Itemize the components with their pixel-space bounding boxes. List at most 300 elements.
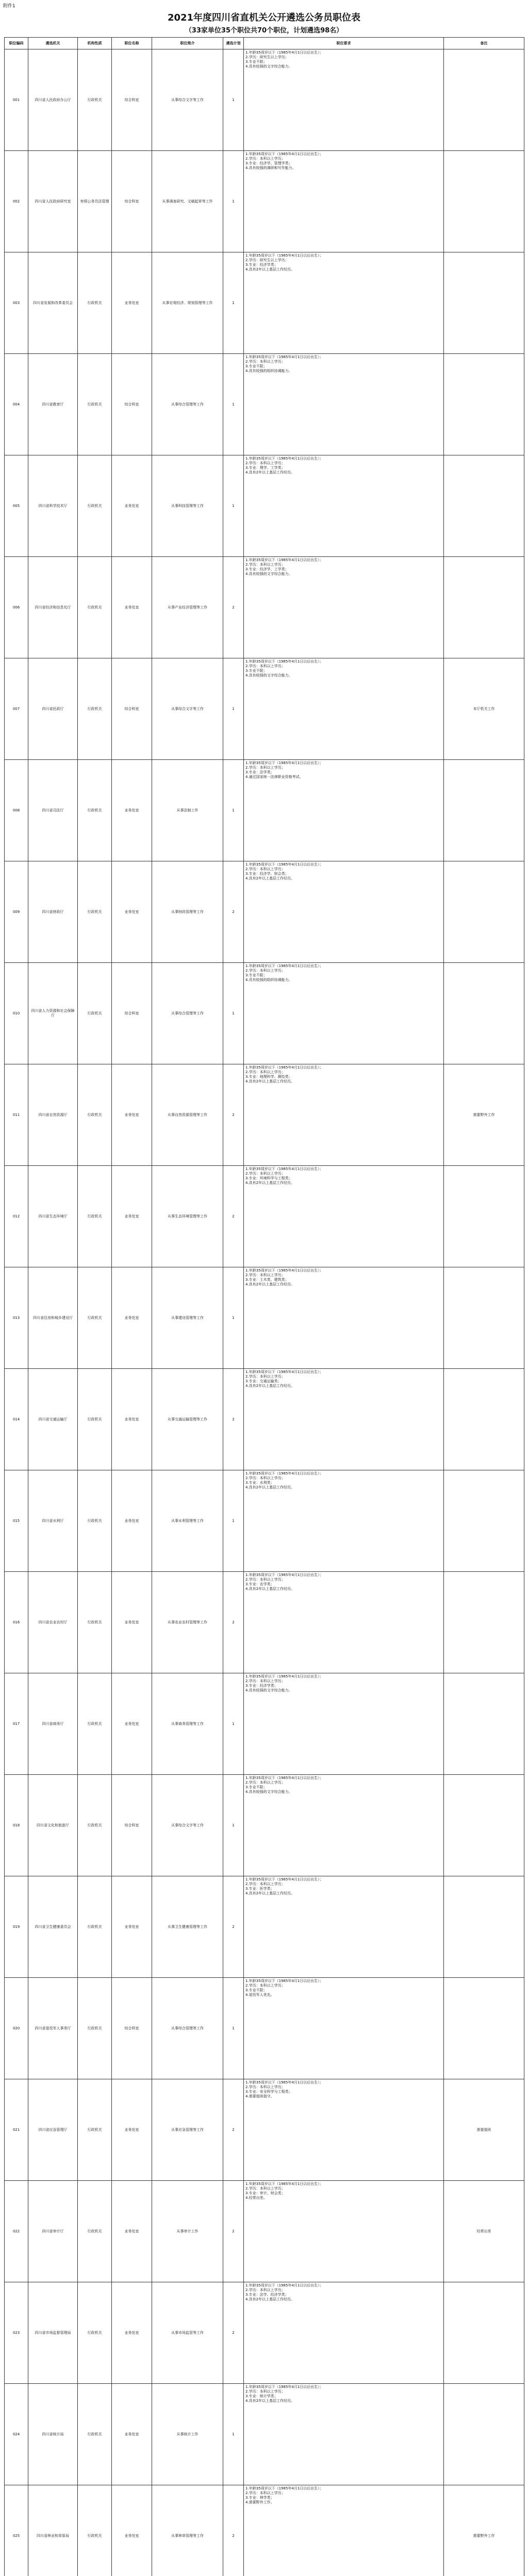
cell-position: 综合科室	[112, 1978, 152, 2079]
cell-nature: 行政机关	[78, 354, 112, 455]
attachment-label: 附件1	[3, 4, 15, 9]
cell-unit: 四川省退役军人事务厅	[28, 1978, 78, 2079]
cell-code: 006	[5, 557, 28, 658]
cell-nature: 行政机关	[78, 1166, 112, 1267]
cell-note	[444, 1470, 524, 1572]
column-header: 职位简介	[152, 38, 223, 49]
cell-note	[444, 354, 524, 455]
cell-nature: 行政机关	[78, 2485, 112, 2576]
column-header: 机构性质	[78, 38, 112, 49]
cell-note: 需要野外工作	[444, 2485, 524, 2576]
requirement-line: 2.学历：本科以上学历；	[245, 969, 285, 973]
table-row	[5, 1369, 524, 1470]
requirement-line: 4.经常出差。	[245, 2196, 267, 2200]
cell-note	[444, 861, 524, 963]
table-row	[5, 1876, 524, 1978]
requirement-line: 1.年龄35周岁以下（1985年4月1日以后出生）；	[245, 456, 323, 461]
requirement-line: 4.具有较强的文字综合能力。	[245, 673, 292, 677]
requirement-line: 2.学历：本科以上学历；	[245, 766, 285, 770]
cell-requirements	[244, 455, 444, 557]
table-row	[5, 252, 524, 354]
cell-position: 业务处室	[112, 1166, 152, 1267]
requirement-line: 1.年龄35周岁以下（1985年4月1日以后出生）；	[245, 1573, 323, 1577]
requirement-line: 3.专业：土木类、建筑类；	[245, 1278, 289, 1282]
cell-nature: 行政机关	[78, 557, 112, 658]
requirement-line: 2.学历：本科以上学历；	[245, 1476, 285, 1480]
cell-desc: 从事商务管理等工作	[152, 1673, 223, 1775]
cell-note	[444, 760, 524, 861]
requirement-line: 3.专业：理学、工学类；	[245, 466, 285, 470]
requirement-line: 2.学历：本科以上学历；	[245, 2085, 285, 2089]
requirement-line: 2.学历：本科以上学历；	[245, 1172, 285, 1176]
cell-requirements	[244, 1572, 444, 1673]
cell-position: 业务处室	[112, 1470, 152, 1572]
cell-plan: 1	[223, 455, 244, 557]
cell-nature: 行政机关	[78, 861, 112, 963]
cell-nature: 行政机关	[78, 252, 112, 354]
cell-unit: 四川省住房和城乡建设厅	[28, 1267, 78, 1369]
cell-code: 019	[5, 1876, 28, 1978]
requirement-line: 2.学历：本科以上学历；	[245, 157, 285, 161]
cell-nature: 行政机关	[78, 760, 112, 861]
cell-code: 022	[5, 2181, 28, 2282]
requirement-line: 2.学历：本科以上学历；	[245, 664, 285, 668]
cell-unit: 四川省人民政府研究室	[28, 151, 78, 252]
requirement-line: 4.需要值班值守。	[245, 2094, 274, 2098]
table-row	[5, 151, 524, 252]
cell-nature: 参照公务员法管理	[78, 151, 112, 252]
requirement-line: 4.具有较强的组织协调能力。	[245, 369, 292, 373]
cell-position: 业务处室	[112, 1876, 152, 1978]
cell-requirements	[244, 760, 444, 861]
cell-desc: 从事生态环境管理等工作	[152, 1166, 223, 1267]
requirement-line: 3.专业：经济学、财会类；	[245, 872, 289, 876]
cell-nature: 行政机关	[78, 963, 112, 1064]
requirement-line: 2.学历：本科以上学历；	[245, 1070, 285, 1074]
requirement-line: 1.年龄35周岁以下（1985年4月1日以后出生）；	[245, 50, 323, 55]
table-row	[5, 2485, 524, 2576]
requirement-line: 2.学历：本科以上学历；	[245, 1984, 285, 1988]
cell-note	[444, 963, 524, 1064]
requirement-line: 3.专业不限；	[245, 973, 267, 977]
cell-desc: 从事应急管理等工作	[152, 2079, 223, 2181]
requirement-line: 3.专业：环境科学与工程类；	[245, 1176, 292, 1180]
cell-code: 007	[5, 658, 28, 760]
requirement-line: 1.年龄35周岁以下（1985年4月1日以后出生）；	[245, 1776, 323, 1780]
column-header: 遴选机关	[28, 38, 78, 49]
cell-plan: 1	[223, 1267, 244, 1369]
requirement-line: 4.具有2年以上基层工作经历。	[245, 1891, 295, 1895]
requirement-line: 1.年龄35周岁以下（1985年4月1日以后出生）；	[245, 253, 323, 258]
cell-desc: 从事综合管理等工作	[152, 354, 223, 455]
cell-unit: 四川省水利厅	[28, 1470, 78, 1572]
table-row	[5, 760, 524, 861]
requirement-line: 1.年龄35周岁以下（1985年4月1日以后出生）；	[245, 1167, 323, 1171]
cell-plan: 2	[223, 1572, 244, 1673]
table-row	[5, 861, 524, 963]
requirement-line: 4.具有2年以上基层工作经历。	[245, 267, 295, 272]
cell-position: 综合科室	[112, 963, 152, 1064]
cell-plan: 1	[223, 49, 244, 151]
cell-position: 综合科室	[112, 1775, 152, 1876]
requirement-line: 4.具有较强的文字综合能力。	[245, 1790, 292, 1794]
cell-unit: 四川省农业农村厅	[28, 1572, 78, 1673]
cell-requirements	[244, 2181, 444, 2282]
cell-desc: 从事统计工作	[152, 2384, 223, 2485]
requirement-line: 2.学历：本科以上学历；	[245, 2491, 285, 2495]
requirement-line: 2.学历：本科以上学历；	[245, 461, 285, 465]
cell-requirements	[244, 658, 444, 760]
cell-desc: 从事宏观经济、规划管理等工作	[152, 252, 223, 354]
requirement-line: 1.年龄35周岁以下（1985年4月1日以后出生）；	[245, 1471, 323, 1476]
cell-position: 业务处室	[112, 1267, 152, 1369]
cell-nature: 行政机关	[78, 2181, 112, 2282]
cell-code: 004	[5, 354, 28, 455]
cell-note	[444, 1572, 524, 1673]
cell-requirements	[244, 1166, 444, 1267]
column-header: 职位编码	[5, 38, 28, 49]
table-row	[5, 2282, 524, 2384]
requirement-line: 2.学历：本科以上学历；	[245, 2389, 285, 2394]
requirement-line: 2.学历：本科以上学历；	[245, 1273, 285, 1277]
cell-plan: 1	[223, 1470, 244, 1572]
cell-plan: 1	[223, 2384, 244, 2485]
requirement-line: 3.专业不限；	[245, 60, 267, 64]
requirement-line: 4.具有2年以上基层工作经历。	[245, 876, 295, 880]
requirement-line: 1.年龄35周岁以下（1985年4月1日以后出生）；	[245, 355, 323, 359]
cell-position: 业务处室	[112, 252, 152, 354]
requirement-line: 2.学历：本科以上学历；	[245, 867, 285, 871]
requirement-line: 3.专业不限；	[245, 669, 267, 673]
requirement-line: 1.年龄35周岁以下（1985年4月1日以后出生）；	[245, 1370, 323, 1374]
cell-code: 017	[5, 1673, 28, 1775]
cell-note	[444, 1775, 524, 1876]
requirement-line: 1.年龄35周岁以下（1985年4月1日以后出生）；	[245, 2385, 323, 2389]
page-subtitle: （33家单位35个职位共70个职位，计划遴选98名）	[185, 27, 343, 35]
cell-unit: 四川省卫生健康委员会	[28, 1876, 78, 1978]
cell-desc: 从事科技管理等工作	[152, 455, 223, 557]
cell-nature: 行政机关	[78, 2384, 112, 2485]
requirement-line: 4.具有2年以上基层工作经历。	[245, 1485, 295, 1489]
cell-note	[444, 1267, 524, 1369]
table-row	[5, 1572, 524, 1673]
cell-note: 需要值班	[444, 2079, 524, 2181]
requirement-line: 3.专业：经济学、工学类；	[245, 567, 289, 571]
cell-note	[444, 1876, 524, 1978]
requirement-line: 1.年龄35周岁以下（1985年4月1日以后出生）；	[245, 964, 323, 968]
cell-note	[444, 1978, 524, 2079]
cell-nature: 行政机关	[78, 1267, 112, 1369]
cell-code: 009	[5, 861, 28, 963]
requirement-line: 4.具有2年以上基层工作经历。	[245, 2297, 295, 2301]
cell-position: 业务处室	[112, 861, 152, 963]
cell-code: 023	[5, 2282, 28, 2384]
cell-desc: 从事综合文字等工作	[152, 49, 223, 151]
cell-nature: 行政机关	[78, 1470, 112, 1572]
cell-position: 业务处室	[112, 2079, 152, 2181]
cell-plan: 2	[223, 2079, 244, 2181]
cell-nature: 行政机关	[78, 1673, 112, 1775]
table-row	[5, 354, 524, 455]
requirement-line: 1.年龄35周岁以下（1985年4月1日以后出生）；	[245, 1674, 323, 1679]
table-row	[5, 2181, 524, 2282]
cell-desc: 从事林草管理等工作	[152, 2485, 223, 2576]
cell-requirements	[244, 252, 444, 354]
cell-code: 025	[5, 2485, 28, 2576]
cell-nature: 行政机关	[78, 658, 112, 760]
cell-desc: 从事审计工作	[152, 2181, 223, 2282]
cell-requirements	[244, 151, 444, 252]
requirement-line: 2.学历：本科以上学历；	[245, 563, 285, 567]
cell-note	[444, 252, 524, 354]
cell-desc: 从事综合管理等工作	[152, 1978, 223, 2079]
cell-code: 016	[5, 1572, 28, 1673]
positions-table	[4, 37, 524, 2576]
column-header: 职位要求	[244, 38, 444, 49]
cell-unit: 四川省财政厅	[28, 861, 78, 963]
requirement-line: 4.具有2年以上基层工作经历。	[245, 1384, 295, 1388]
cell-note: 需要野外工作	[444, 1064, 524, 1166]
cell-unit: 四川省教育厅	[28, 354, 78, 455]
cell-unit: 四川省司法厅	[28, 760, 78, 861]
cell-position: 业务处室	[112, 760, 152, 861]
cell-requirements	[244, 2485, 444, 2576]
table-row	[5, 557, 524, 658]
requirement-line: 4.具有2年以上基层工作经历。	[245, 1282, 295, 1286]
cell-desc: 从事建设管理等工作	[152, 1267, 223, 1369]
cell-position: 业务处室	[112, 1064, 152, 1166]
table-row	[5, 1064, 524, 1166]
cell-desc: 从事农业农村管理等工作	[152, 1572, 223, 1673]
cell-desc: 从事综合文字等工作	[152, 1775, 223, 1876]
cell-code: 015	[5, 1470, 28, 1572]
cell-unit: 四川省发展和改革委员会	[28, 252, 78, 354]
cell-position: 业务处室	[112, 455, 152, 557]
cell-code: 021	[5, 2079, 28, 2181]
requirement-line: 1.年龄35周岁以下（1985年4月1日以后出生）；	[245, 152, 323, 156]
requirement-line: 3.专业：统计学类；	[245, 2394, 278, 2398]
cell-note: 经常出差	[444, 2181, 524, 2282]
cell-requirements	[244, 1470, 444, 1572]
cell-requirements	[244, 1978, 444, 2079]
cell-code: 010	[5, 963, 28, 1064]
cell-code: 001	[5, 49, 28, 151]
requirement-line: 1.年龄35周岁以下（1985年4月1日以后出生）；	[245, 1268, 323, 1273]
cell-desc: 从事法制工作	[152, 760, 223, 861]
cell-desc: 从事产业经济管理等工作	[152, 557, 223, 658]
cell-note	[444, 151, 524, 252]
requirement-line: 2.学历：本科以上学历；	[245, 1375, 285, 1379]
cell-requirements	[244, 1775, 444, 1876]
requirement-line: 4.具有较强的调研和写作能力。	[245, 166, 296, 170]
table-body	[5, 49, 524, 2576]
table-header-row	[5, 38, 524, 49]
cell-requirements	[244, 861, 444, 963]
cell-position: 业务处室	[112, 1572, 152, 1673]
cell-code: 018	[5, 1775, 28, 1876]
requirement-line: 1.年龄35周岁以下（1985年4月1日以后出生）；	[245, 862, 323, 867]
cell-position: 业务处室	[112, 2485, 152, 2576]
table-row	[5, 658, 524, 760]
cell-desc: 从事卫生健康管理等工作	[152, 1876, 223, 1978]
cell-requirements	[244, 1876, 444, 1978]
requirement-line: 2.学历：本科以上学历；	[245, 360, 285, 364]
requirement-line: 2.学历：本科以上学历；	[245, 2187, 285, 2191]
cell-unit: 四川省市场监督管理局	[28, 2282, 78, 2384]
requirement-line: 3.专业：经济学类；	[245, 1684, 278, 1688]
requirement-line: 3.专业：法学类；	[245, 770, 274, 774]
requirement-line: 4.具有较强的文字综合能力。	[245, 572, 292, 576]
requirement-line: 3.专业：林学类；	[245, 2496, 274, 2500]
cell-plan: 2	[223, 2181, 244, 2282]
cell-code: 013	[5, 1267, 28, 1369]
cell-code: 020	[5, 1978, 28, 2079]
cell-unit: 四川省生态环境厅	[28, 1166, 78, 1267]
cell-note	[444, 1166, 524, 1267]
cell-plan: 2	[223, 2282, 244, 2384]
requirement-line: 2.学历：本科以上学历；	[245, 1679, 285, 1683]
cell-plan: 1	[223, 354, 244, 455]
requirement-line: 1.年龄35周岁以下（1985年4月1日以后出生）；	[245, 2486, 323, 2490]
cell-code: 012	[5, 1166, 28, 1267]
requirement-line: 3.专业：交通运输类；	[245, 1379, 282, 1383]
cell-requirements	[244, 557, 444, 658]
requirement-line: 4.具有2年以上基层工作经历。	[245, 470, 295, 474]
table-row	[5, 2079, 524, 2181]
cell-nature: 行政机关	[78, 1064, 112, 1166]
cell-position: 业务处室	[112, 557, 152, 658]
cell-position: 业务处室	[112, 2282, 152, 2384]
cell-requirements	[244, 963, 444, 1064]
requirement-line: 3.专业：经济学、管理学类；	[245, 161, 292, 165]
cell-code: 008	[5, 760, 28, 861]
requirement-line: 2.学历：研究生以上学历；	[245, 55, 289, 59]
cell-unit: 四川省商务厅	[28, 1673, 78, 1775]
cell-unit: 四川省经济和信息化厅	[28, 557, 78, 658]
cell-note	[444, 455, 524, 557]
requirement-line: 4.通过国家统一法律职业资格考试。	[245, 775, 303, 779]
page-title: 2021年度四川省直机关公开遴选公务员职位表	[167, 12, 361, 23]
requirement-line: 1.年龄35周岁以下（1985年4月1日以后出生）；	[245, 2182, 323, 2186]
requirement-line: 1.年龄35周岁以下（1985年4月1日以后出生）；	[245, 659, 323, 664]
requirement-line: 3.专业：医学类；	[245, 1887, 274, 1891]
requirement-line: 4.具有较强的组织协调能力。	[245, 978, 292, 982]
requirement-line: 1.年龄35周岁以下（1985年4月1日以后出生）；	[245, 2283, 323, 2287]
cell-plan: 2	[223, 1369, 244, 1470]
cell-unit: 四川省应急管理厅	[28, 2079, 78, 2181]
cell-unit: 四川省民政厅	[28, 658, 78, 760]
cell-requirements	[244, 2079, 444, 2181]
cell-unit: 四川省自然资源厅	[28, 1064, 78, 1166]
requirement-line: 3.专业：地理科学、测绘类；	[245, 1075, 292, 1079]
requirement-line: 2.学历：本科以上学历；	[245, 1882, 285, 1886]
cell-plan: 2	[223, 861, 244, 963]
cell-note	[444, 2384, 524, 2485]
requirement-line: 1.年龄35周岁以下（1985年4月1日以后出生）；	[245, 1979, 323, 1983]
cell-position: 综合科室	[112, 49, 152, 151]
requirement-line: 4.具有2年以上基层工作经历。	[245, 2399, 295, 2403]
table-row	[5, 1775, 524, 1876]
cell-note	[444, 557, 524, 658]
cell-desc: 从事综合文字等工作	[152, 658, 223, 760]
requirement-line: 1.年龄35周岁以下（1985年4月1日以后出生）；	[245, 761, 323, 765]
cell-plan: 1	[223, 252, 244, 354]
cell-nature: 行政机关	[78, 1572, 112, 1673]
cell-unit: 四川省文化和旅游厅	[28, 1775, 78, 1876]
cell-code: 014	[5, 1369, 28, 1470]
table-row	[5, 1673, 524, 1775]
cell-note	[444, 2282, 524, 2384]
cell-code: 011	[5, 1064, 28, 1166]
cell-plan: 2	[223, 1064, 244, 1166]
cell-desc: 从事水利管理等工作	[152, 1470, 223, 1572]
cell-plan: 1	[223, 1775, 244, 1876]
cell-position: 综合科室	[112, 658, 152, 760]
cell-code: 024	[5, 2384, 28, 2485]
cell-position: 业务处室	[112, 1673, 152, 1775]
requirement-line: 3.专业：水利类；	[245, 1481, 274, 1485]
cell-code: 003	[5, 252, 28, 354]
table-row	[5, 1267, 524, 1369]
table-row	[5, 963, 524, 1064]
cell-plan: 1	[223, 1978, 244, 2079]
requirement-line: 1.年龄35周岁以下（1985年4月1日以后出生）；	[245, 558, 323, 562]
cell-plan: 1	[223, 963, 244, 1064]
cell-plan: 2	[223, 557, 244, 658]
requirement-line: 4.需要野外工作。	[245, 2500, 274, 2504]
cell-note	[444, 1673, 524, 1775]
cell-requirements	[244, 354, 444, 455]
requirement-line: 1.年龄35周岁以下（1985年4月1日以后出生）；	[245, 1065, 323, 1070]
requirement-line: 3.专业不限；	[245, 1785, 267, 1789]
cell-plan: 1	[223, 151, 244, 252]
cell-plan: 2	[223, 1166, 244, 1267]
cell-plan: 1	[223, 658, 244, 760]
column-header: 备注	[444, 38, 524, 49]
column-header: 遴选计划	[223, 38, 244, 49]
cell-unit: 四川省科学技术厅	[28, 455, 78, 557]
requirement-line: 2.学历：本科以上学历；	[245, 1578, 285, 1582]
cell-nature: 行政机关	[78, 1978, 112, 2079]
cell-requirements	[244, 1369, 444, 1470]
cell-nature: 行政机关	[78, 1369, 112, 1470]
cell-unit: 四川省人民政府办公厅	[28, 49, 78, 151]
cell-requirements	[244, 1064, 444, 1166]
cell-nature: 行政机关	[78, 1876, 112, 1978]
cell-note	[444, 1369, 524, 1470]
table-row	[5, 49, 524, 151]
cell-nature: 行政机关	[78, 2079, 112, 2181]
cell-plan: 2	[223, 1876, 244, 1978]
requirement-line: 4.具有2年以上基层工作经历。	[245, 1181, 295, 1185]
cell-code: 002	[5, 151, 28, 252]
cell-nature: 行政机关	[78, 1775, 112, 1876]
requirement-line: 1.年龄35周岁以下（1985年4月1日以后出生）；	[245, 2080, 323, 2084]
requirement-line: 4.具有2年以上基层工作经历。	[245, 1079, 295, 1083]
cell-unit: 四川省林业和草原局	[28, 2485, 78, 2576]
requirement-line: 3.专业：农学类；	[245, 1582, 274, 1586]
cell-note: 本厅机关工作	[444, 658, 524, 760]
cell-plan: 1	[223, 1673, 244, 1775]
cell-requirements	[244, 1673, 444, 1775]
requirement-line: 2.学历：本科以上学历；	[245, 1781, 285, 1785]
requirement-line: 3.专业不限；	[245, 364, 267, 368]
requirement-line: 3.专业：经济学类；	[245, 263, 278, 267]
cell-nature: 行政机关	[78, 455, 112, 557]
requirement-line: 4.退役军人优先。	[245, 1993, 274, 1997]
cell-nature: 行政机关	[78, 49, 112, 151]
table-row	[5, 1978, 524, 2079]
